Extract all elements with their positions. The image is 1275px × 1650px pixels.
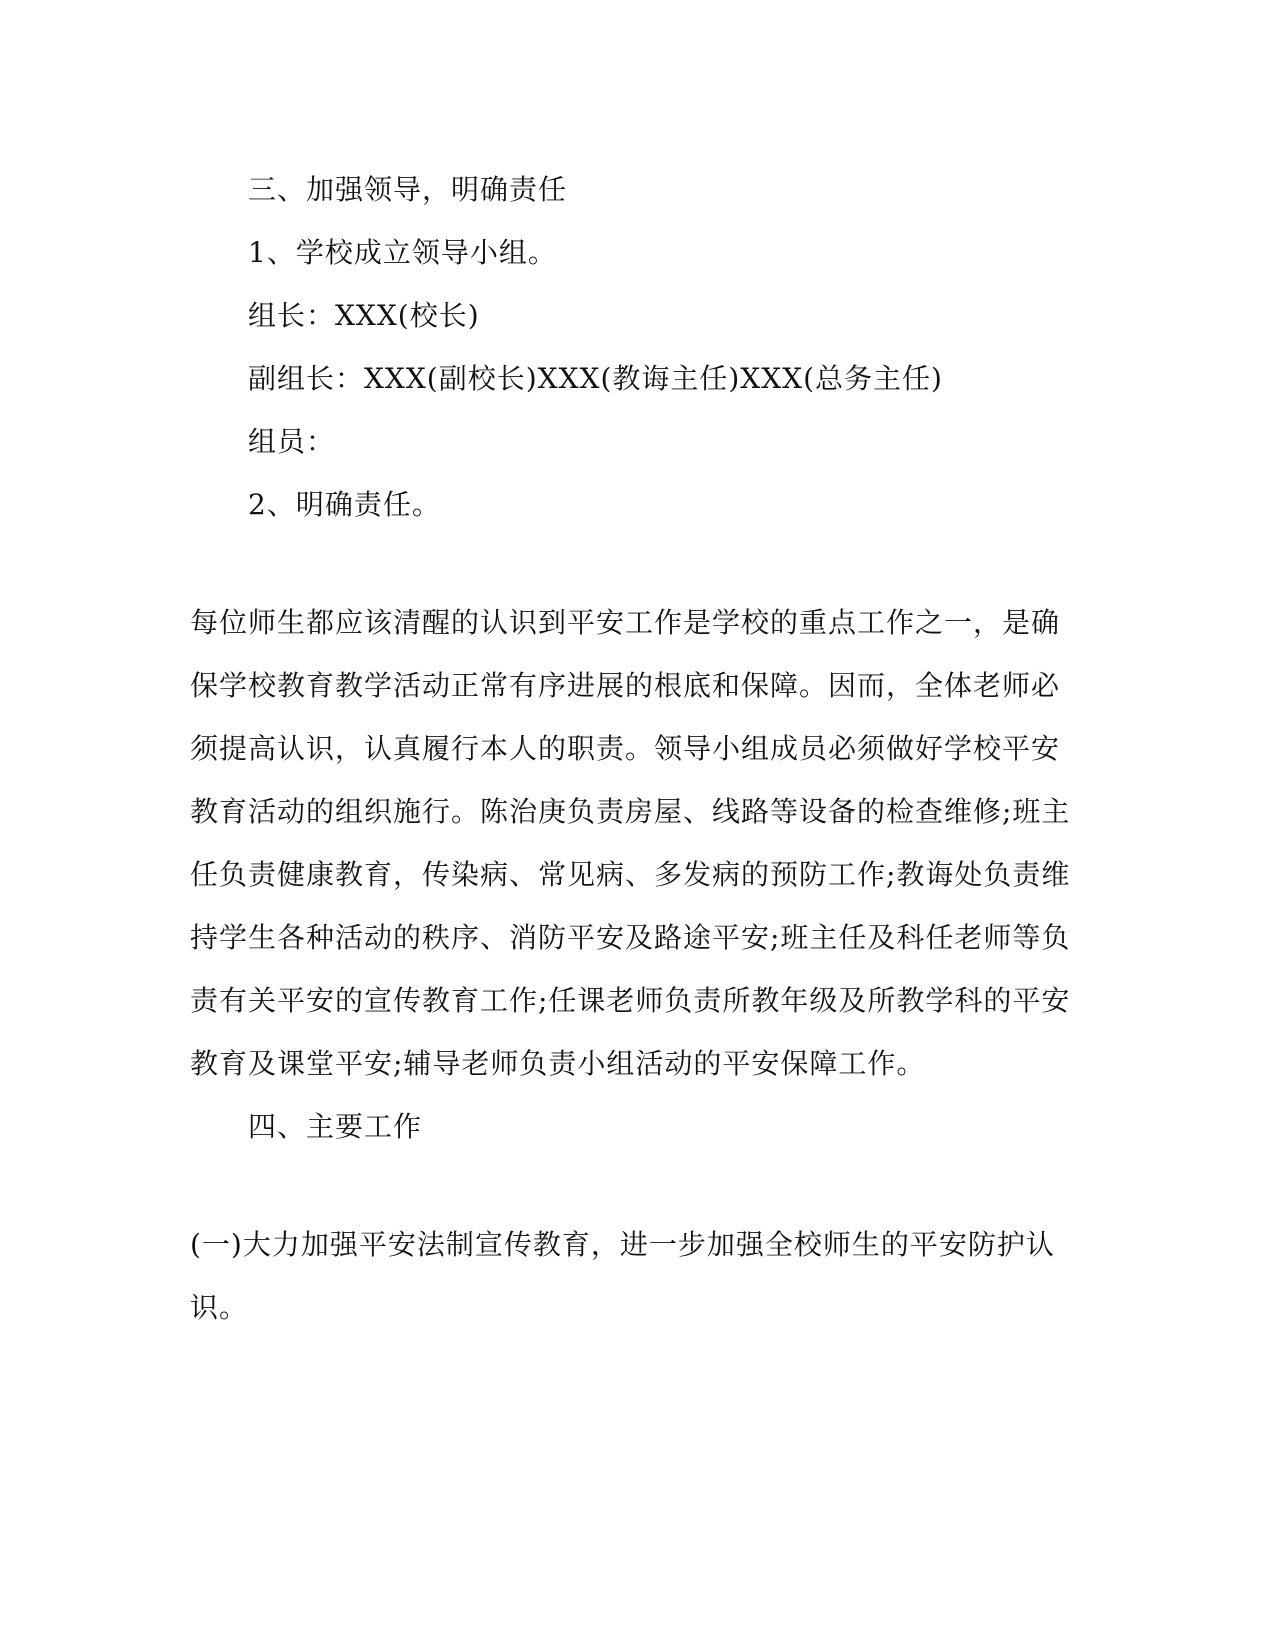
- deputy-line: 副组长：XXX(副校长)XXX(教诲主任)XXX(总务主任): [248, 362, 943, 395]
- subsection-line: 识。: [190, 1291, 249, 1324]
- members-line: 组员：: [248, 425, 336, 458]
- paragraph-line: 责有关平安的宣传教育工作;任课老师负责所教年级及所教学科的平安: [190, 984, 1071, 1017]
- section-heading: 四、主要工作: [248, 1110, 423, 1143]
- paragraph-line: 任负责健康教育，传染病、常见病、多发病的预防工作;教诲处负责维: [190, 858, 1071, 891]
- section-heading: 三、加强领导，明确责任: [248, 173, 568, 206]
- list-item: 2、明确责任。: [248, 488, 441, 521]
- paragraph-line: 教育活动的组织施行。陈治庚负责房屋、线路等设备的检查维修;班主: [190, 795, 1071, 828]
- paragraph-line: 须提高认识，认真履行本人的职责。领导小组成员必须做好学校平安: [190, 732, 1061, 765]
- paragraph-line: 保学校教育教学活动正常有序进展的根底和保障。因而，全体老师必: [190, 669, 1061, 702]
- subsection-line: (一)大力加强平安法制宣传教育，进一步加强全校师生的平安防护认: [190, 1228, 1055, 1261]
- paragraph-line: 持学生各种活动的秩序、消防平安及路途平安;班主任及科任老师等负: [190, 921, 1071, 954]
- paragraph-line: 每位师生都应该清醒的认识到平安工作是学校的重点工作之一，是确: [190, 606, 1061, 639]
- leader-line: 组长：XXX(校长): [248, 299, 480, 332]
- list-item: 1、学校成立领导小组。: [248, 236, 557, 269]
- paragraph-line: 教育及课堂平安;辅导老师负责小组活动的平安保障工作。: [190, 1047, 926, 1080]
